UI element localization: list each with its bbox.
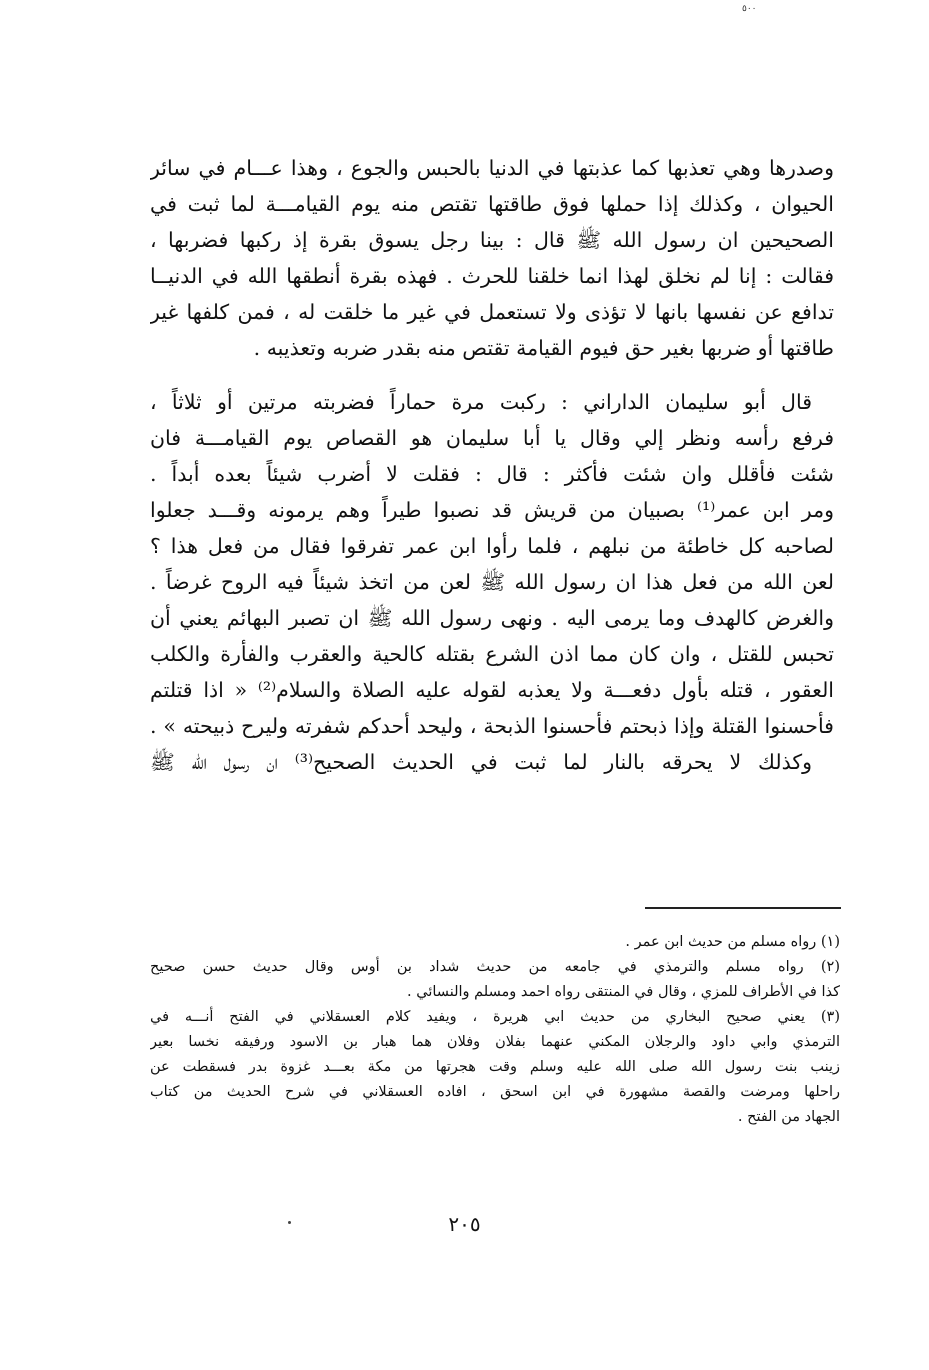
corner-mark: ٥٠٠ bbox=[742, 4, 757, 14]
footnote-3-cont: زينب بنت رسول الله صلى الله عليه وسلم وقت هجرتها من مكة بعـــد غزوة بدر فسقطت عن bbox=[150, 1059, 840, 1075]
text-line: فقالت : إنا لم نخلق لهذا انما خلقنا للحرث . فهذه بقرة أنطقها الله في الدنيــا bbox=[150, 264, 834, 288]
footnote-divider bbox=[645, 907, 841, 909]
text-line: وصدرها وهي تعذبها كما عذبتها في الدنيا بالحبس والجوع ، وهذا عـــام في سائر bbox=[150, 156, 834, 180]
main-text bbox=[150, 150, 834, 780]
paragraph-2 bbox=[150, 384, 834, 744]
text-line: تحبس للقتل ، وان كان مما اذن الشرع بقتله كالحية والعقرب والفأرة والكلب bbox=[150, 642, 834, 666]
footnote-2-cont: كذا في الأطراف للمزي ، وقال في المنتقى رواه احمد ومسلم والنسائي . bbox=[407, 984, 840, 1000]
text-line: فأحسنوا القتلة وإذا ذبحتم فأحسنوا الذبحة ، وليحد أحدكم شفرته وليرح ذبيحته » . bbox=[150, 714, 834, 738]
text-line: وكذلك لا يحرقه بالنار لما ثبت في الحديث الصحيح⁽³⁾ ان رسول الله ﷺ bbox=[150, 750, 812, 774]
footnotes bbox=[150, 930, 840, 1130]
footnote-3-cont: الجهاد من الفتح . bbox=[737, 1109, 840, 1125]
page-number: ٢٠٥ bbox=[448, 1212, 481, 1236]
text-line: ومر ابن عمر⁽¹⁾ بصبيان من قريش قد نصبوا طيراً وهم يرمونه وقـــد جعلوا bbox=[150, 498, 834, 522]
text-line: طاقتها أو ضربها بغير حق فيوم القيامة تقتص منه بقدر ضربه وتعذيبه . bbox=[253, 336, 834, 360]
text-line: فرفع رأسه ونظر إلي وقال يا أبا سليمان هو القصاص يوم القيامـــة فان bbox=[150, 426, 834, 450]
text-line: والغرض كالهدف وما يرمى اليه . ونهى رسول الله ﷺ ان تصبر البهائم يعني أن bbox=[150, 606, 834, 630]
print-speck bbox=[288, 1221, 291, 1224]
text-line: الصحيحين ان رسول الله ﷺ قال : بينا رجل يسوق بقرة إذ ركبها فضربها ، bbox=[150, 228, 834, 252]
footnote-3-cont: راحلها ومرضت والقصة مشهورة في ابن اسحق ، افاده العسقلاني في شرح الحديث من كتاب bbox=[150, 1084, 840, 1100]
text-line: قال أبو سليمان الداراني : ركبت مرة حماراً فضربته مرتين أو ثلاثاً ، bbox=[150, 390, 812, 414]
text-line: شئت فأقلل وان شئت فأكثر : قال : فقلت لا أضرب شيئاً بعده أبداً . bbox=[150, 462, 834, 486]
footnote-3: (٣) يعني صحيح البخاري من حديث ابي هريرة ، ويفيد كلام العسقلاني في الفتح أنـــه في bbox=[150, 1009, 840, 1025]
text-line: لصاحبه كل خاطئة من نبلهم ، فلما رأوا ابن عمر تفرقوا فقال من فعل هذا ؟ bbox=[150, 534, 834, 558]
text-line: لعن الله من فعل هذا ان رسول الله ﷺ لعن من اتخذ شيئاً فيه الروح غرضاً . bbox=[150, 570, 834, 594]
footnote-2: (٢) رواه مسلم والترمذي في جامعه من حديث شداد بن أوس وقال حديث حسن صحيح bbox=[150, 959, 840, 975]
footnote-1: (١) رواه مسلم من حديث ابن عمر . bbox=[625, 934, 840, 950]
paragraph-1 bbox=[150, 150, 834, 366]
text-line: العقور ، قتله بأول دفعـــة ولا يعذبه لقوله عليه الصلاة والسلام⁽²⁾ « اذا قتلتم bbox=[150, 678, 834, 702]
text-line: الحيوان ، وكذلك إذا حملها فوق طاقتها تقتص منه يوم القيامـــة لما ثبت في bbox=[150, 192, 834, 216]
footnote-3-cont: الترمذي وابي داود والرجلان المكني عنهما بفلان وفلان هما هبار بن الاسود ورفيقه نخسا بعير bbox=[150, 1034, 840, 1050]
paragraph-3 bbox=[150, 744, 834, 780]
text-line: تدافع عن نفسها بانها لا تؤذى ولا تستعمل في غير ما خلقت له ، فمن كلفها غير bbox=[150, 300, 834, 324]
